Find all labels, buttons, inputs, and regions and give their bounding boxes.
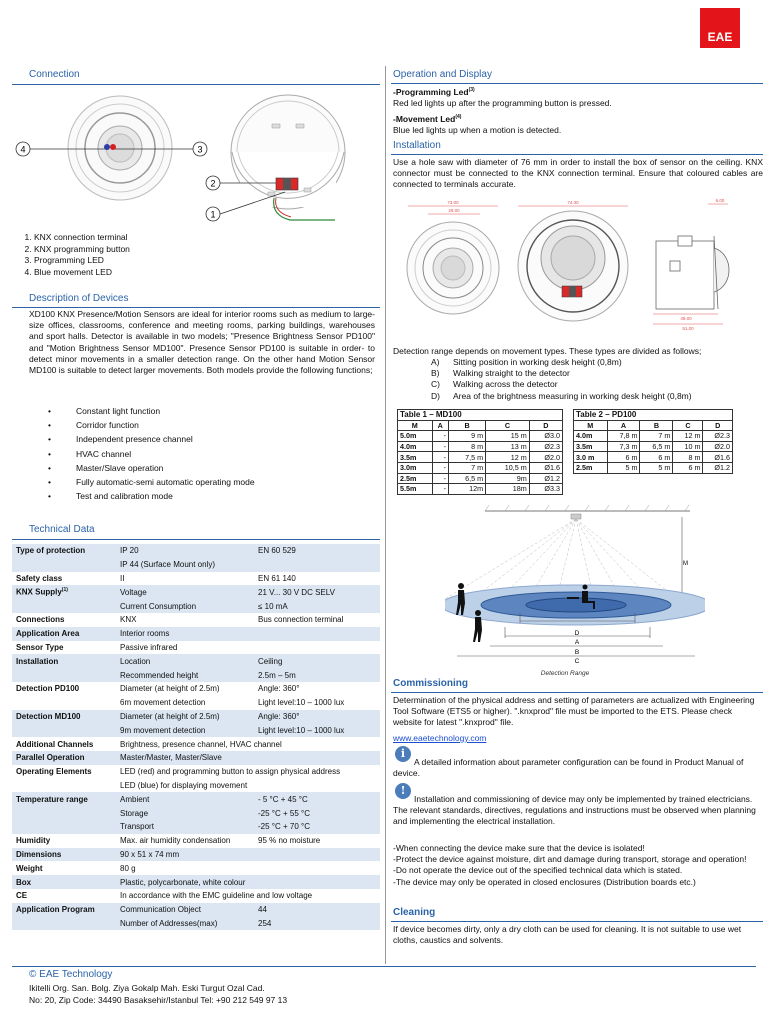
list-item: -Do not operate the device out of the specified technical data which is stated. <box>393 865 683 876</box>
table-header: A <box>432 420 448 431</box>
spec-value <box>254 848 380 862</box>
table-cell: Ø1.6 <box>529 462 562 473</box>
list-item: 2. KNX programming button <box>34 244 130 256</box>
programming-led-text: Red led lights up after the programming button is pressed. <box>393 98 612 109</box>
list-item: -When connecting the device make sure that the device is isolated! <box>393 843 645 853</box>
table-cell: Ø1.6 <box>703 452 733 463</box>
connection-list <box>16 232 130 278</box>
table-cell: 4.0m <box>574 431 608 442</box>
installation-text: Use a hole saw with diameter of 76 mm in order to install the box of sensor on the ceiling. KNX connector must be connected to the KNX connection terminal. Ensure that coloured cables are connected to terminals accurate. <box>393 157 763 190</box>
sensor-back-drawing <box>518 211 628 321</box>
table-cell: 4.0m <box>398 441 433 452</box>
table-row <box>12 572 380 586</box>
spec-value: Light level:10 – 1000 lux <box>254 723 380 737</box>
spec-value <box>254 641 380 655</box>
spec-value: Recommended height <box>116 668 254 682</box>
table-cell: 10 m <box>673 441 703 452</box>
description-text: XD100 KNX Presence/Motion Sensors are ideal for interior rooms such as medium to large-size offices, classrooms, conference and meeting rooms, parking buildings, warehouses and sport halls. Detector is available in two models; "Presence Brightness Sensor PD100" and "Motion Brightness Sensor MD100". Presence Sensor PD100 is suitable in order- to detect minor movements in a smaller detection range. On the other hand Motion Sensor MD100 is suitable to detect larger movements. Both models provide the following functions; <box>29 309 375 376</box>
spec-label: Sensor Type <box>16 642 64 652</box>
table-row <box>12 737 380 751</box>
footnote-marker: (1) <box>61 587 68 594</box>
diagram-caption: Detection Range <box>540 670 590 677</box>
table-cell: 9 m <box>449 431 486 442</box>
table-header: A <box>607 420 640 431</box>
list-item: -Protect the device against moisture, dirt and damage during transport, storage and operation! <box>393 854 747 865</box>
movement-led-title: -Movement Led$^{(4)}$ <box>393 114 462 125</box>
sensor-back-view <box>231 95 345 220</box>
spec-value: Passive infrared <box>120 642 178 652</box>
info-text: A detailed information about parameter configuration can be found in Product Manual of device. <box>393 757 744 779</box>
spec-value: Bus connection terminal <box>258 615 344 625</box>
table-cell: 15 m <box>486 431 530 442</box>
list-item: 3. Programming LED <box>34 255 130 267</box>
spec-value: 9m movement detection <box>116 723 254 737</box>
table-row <box>12 723 380 737</box>
spec-value: - 5 °C + 45 °C <box>254 792 380 806</box>
table-cell: 18m <box>486 484 530 495</box>
detection-range-diagram <box>445 505 705 680</box>
table-cell: Ø1.2 <box>703 462 733 473</box>
spec-value: 6m movement detection <box>120 698 206 708</box>
programming-led-title: -Programming Led$^{(3)}$ <box>393 86 475 97</box>
spec-label: Application Area <box>12 627 116 641</box>
spec-value: KNX <box>120 615 137 625</box>
function-label: Constant light function <box>76 406 161 416</box>
table-row <box>12 903 380 917</box>
table-header-row <box>574 420 733 431</box>
function-label: Test and calibration mode <box>76 491 173 502</box>
table-row <box>398 441 563 452</box>
safety-notes <box>393 843 765 888</box>
spec-value: -25 °C + 55 °C <box>254 806 380 820</box>
table-cell: 3.5m <box>398 452 433 463</box>
list-item: • Fully automatic-semi automatic operating mode <box>48 477 255 488</box>
spec-value: Brightness, presence channel, HVAC channel <box>120 739 282 749</box>
table-row <box>12 765 380 779</box>
connection-rule <box>12 84 380 85</box>
movement-led-text: Blue led lights up when a motion is detected. <box>393 125 562 136</box>
table-cell: 7 m <box>640 431 673 442</box>
table-cell: 5 m <box>607 462 640 473</box>
table-cell: 12 m <box>673 431 703 442</box>
sensor-front-drawing <box>407 222 499 314</box>
callout-4-label: 4 <box>20 144 26 155</box>
list-item: • Independent presence channel <box>48 434 193 445</box>
list-item: • Test and calibration mode <box>48 491 173 502</box>
function-label: Independent presence channel <box>76 434 193 445</box>
spec-label: Detection MD100 <box>12 710 116 724</box>
callout-2-label: 2 <box>210 178 216 189</box>
table-row <box>12 544 380 558</box>
table-row <box>12 751 380 765</box>
spec-value <box>254 779 380 793</box>
table-cell: Ø2.0 <box>703 441 733 452</box>
spec-label: Safety class <box>16 573 63 583</box>
table-row <box>12 875 380 889</box>
spec-value: IP 44 (Surface Mount only) <box>116 558 254 572</box>
spec-value: LED (red) and programming button to assign physical address <box>120 767 341 777</box>
range-intro: Detection range depends on movement types. These types are divided as follows; <box>393 346 702 356</box>
spec-label: Temperature range <box>12 792 116 806</box>
table-cell: Ø2.3 <box>703 431 733 442</box>
spec-label: Operating Elements <box>16 767 92 777</box>
function-label: Master/Slave operation <box>76 462 164 473</box>
spec-value: Current Consumption <box>116 599 254 613</box>
table-header: B <box>449 420 486 431</box>
spec-value: Interior rooms <box>116 627 254 641</box>
spec-value <box>254 861 380 875</box>
spec-label: Humidity <box>16 836 51 846</box>
spec-label: Type of protection <box>12 544 116 558</box>
function-label: HVAC channel <box>76 448 132 459</box>
table-cell: 7,5 m <box>449 452 486 463</box>
technical-heading: Technical Data <box>29 524 95 535</box>
footer-company: © EAE Technology <box>29 969 113 980</box>
table-cell: Ø3.3 <box>529 484 562 495</box>
table-cell: 5.0m <box>398 431 433 442</box>
column-divider <box>385 66 386 964</box>
footer-address-1: Ikitelli Org. San. Bolg. Ziya Gokalp Mah. Eski Turgut Ozal Cad. <box>29 983 265 993</box>
spec-label <box>12 558 116 572</box>
spec-label <box>12 917 116 931</box>
spec-label: Detection PD100 <box>16 684 80 694</box>
table-row <box>398 431 563 442</box>
table-row <box>12 710 380 724</box>
table-header: B <box>640 420 673 431</box>
spec-value: Master/Master, Master/Slave <box>116 751 254 765</box>
spec-value: 80 g <box>120 863 136 873</box>
spec-value <box>254 751 380 765</box>
technical-table <box>12 544 380 930</box>
spec-value: II <box>120 573 125 583</box>
spec-value: Communication Object <box>116 903 254 917</box>
table-cell: - <box>432 441 448 452</box>
footer-rule <box>12 966 756 967</box>
cleaning-heading: Cleaning <box>393 907 436 918</box>
md100-table <box>397 409 563 495</box>
range-letter: D <box>574 630 580 637</box>
cleaning-text: If device becomes dirty, only a dry cloth can be used for cleaning. It is not suitable to use wet cloths, caustics and solvents. <box>393 924 742 946</box>
spec-label: Weight <box>16 863 43 873</box>
spec-label: KNX Supply$^{(1)}$ <box>12 585 116 599</box>
table-row <box>12 779 380 793</box>
cleaning-rule <box>391 921 763 922</box>
sensor-front-view <box>68 96 172 200</box>
footer-address-2: No: 20, Zip Code: 34490 Basaksehir/Istanbul Tel: +90 212 549 97 13 <box>29 995 288 1005</box>
list-item: • HVAC channel <box>48 448 132 459</box>
spec-value: EN 61 140 <box>258 573 296 583</box>
table-cell: 2.5m <box>574 462 608 473</box>
table-row <box>398 462 563 473</box>
table-row <box>12 820 380 834</box>
spec-label <box>12 599 116 613</box>
commissioning-rule <box>391 692 763 693</box>
spec-value: Angle: 360° <box>254 710 380 724</box>
spec-value: Diameter (at height of 2.5m) <box>120 684 220 694</box>
dimension-drawing <box>398 196 763 336</box>
spec-label: Application Program <box>12 903 116 917</box>
table-row <box>12 641 380 655</box>
spec-value: -25 °C + 70 °C <box>254 820 380 834</box>
connection-heading: Connection <box>29 69 80 80</box>
table-cell: 10,5 m <box>486 462 530 473</box>
table-row <box>12 917 380 931</box>
dim-label: 74.30 <box>567 200 579 205</box>
spec-value: Transport <box>116 820 254 834</box>
table-cell: 6,5 m <box>449 473 486 484</box>
spec-value: Light level:10 – 1000 lux <box>258 698 345 708</box>
table-row <box>12 848 380 862</box>
list-item: B) Walking straight to the detector <box>431 368 570 379</box>
table-header: M <box>574 420 608 431</box>
spec-label <box>12 820 116 834</box>
table-cell: 6 m <box>607 452 640 463</box>
spec-label <box>12 696 116 710</box>
spec-value: LED (blue) for displaying movement <box>120 780 248 790</box>
spec-label <box>12 668 116 682</box>
table-row <box>574 462 733 473</box>
spec-value: 90 x 51 x 74 mm <box>116 848 254 862</box>
table-caption: Table 2 – PD100 <box>574 410 733 421</box>
table-cell: 3.0m <box>398 462 433 473</box>
spec-value: Voltage <box>116 585 254 599</box>
table-cell: 6 m <box>640 452 673 463</box>
table-cell: - <box>432 484 448 495</box>
spec-label <box>12 779 116 793</box>
functions-list <box>48 404 255 503</box>
table-cell: 13 m <box>486 441 530 452</box>
table-cell: 5 m <box>640 462 673 473</box>
table-cell: 6,5 m <box>640 441 673 452</box>
table-row <box>574 441 733 452</box>
function-label: Corridor function <box>76 420 139 431</box>
table-cell: - <box>432 452 448 463</box>
dim-label: 73.00 <box>447 200 459 205</box>
spec-value: 44 <box>254 903 380 917</box>
spec-value <box>254 627 380 641</box>
table-cell: Ø2.3 <box>529 441 562 452</box>
dim-label: 6.00 <box>715 198 725 203</box>
installation-rule <box>391 154 763 155</box>
table-row <box>398 473 563 484</box>
table-cell: 8 m <box>673 452 703 463</box>
movement-types <box>431 357 761 402</box>
spec-value: 254 <box>254 917 380 931</box>
logo-text: EAE <box>707 30 733 44</box>
dim-label: 51.00 <box>682 326 694 331</box>
eae-logo <box>700 8 740 48</box>
list-item: • Corridor function <box>48 420 139 431</box>
table-header: D <box>703 420 733 431</box>
spec-value: Diameter (at height of 2.5m) <box>116 710 254 724</box>
spec-value: IP 20 <box>116 544 254 558</box>
table-row <box>12 834 380 848</box>
spec-value: EN 60 529 <box>254 544 380 558</box>
table-cell: 5.5m <box>398 484 433 495</box>
table-cell: 6 m <box>673 462 703 473</box>
table-row <box>12 668 380 682</box>
spec-value: Plastic, polycarbonate, white colour <box>116 875 380 889</box>
spec-value: Ambient <box>116 792 254 806</box>
spec-label <box>12 723 116 737</box>
table-cell: 12m <box>449 484 486 495</box>
spec-label: Box <box>12 875 116 889</box>
table-row <box>574 452 733 463</box>
table-header: M <box>398 420 433 431</box>
table-row <box>12 613 380 627</box>
pd100-table <box>573 409 733 474</box>
table-cell: 3.5m <box>574 441 608 452</box>
warning-icon: ! <box>395 783 411 799</box>
warning-text: Installation and commissioning of device may only be implemented by trained electricians. The relevant standards, directives, regulations and instructions must be observed when planning and implementing the electrical installation. <box>393 794 756 827</box>
table-row <box>12 585 380 599</box>
connection-diagram <box>10 92 370 227</box>
dim-label: 49.00 <box>680 316 692 321</box>
table-row <box>12 599 380 613</box>
spec-value: 95 % no moisture <box>258 836 321 846</box>
operation-block <box>393 85 763 136</box>
table-row <box>12 682 380 696</box>
spec-value: Angle: 360° <box>258 684 300 694</box>
list-item: C) Walking across the detector <box>431 379 558 390</box>
table-row <box>12 806 380 820</box>
spec-value: Max. air humidity condensation <box>120 836 231 846</box>
spec-label: CE <box>16 891 28 901</box>
table-row <box>12 861 380 875</box>
operation-heading: Operation and Display <box>393 69 492 80</box>
callout-1-label: 1 <box>210 209 216 220</box>
website-link[interactable]: www.eaetechnology.com <box>393 733 487 743</box>
table-row <box>12 558 380 572</box>
spec-value: ≤ 10 mA <box>254 599 380 613</box>
table-cell: 7,8 m <box>607 431 640 442</box>
table-row <box>12 696 380 710</box>
table-row <box>398 452 563 463</box>
technical-rule <box>12 539 380 540</box>
table-row <box>12 889 380 903</box>
table-header-row <box>398 420 563 431</box>
spec-value: Ceiling <box>254 654 380 668</box>
table-cell: 2.5m <box>398 473 433 484</box>
callout-3-label: 3 <box>197 144 203 155</box>
spec-value: Storage <box>116 806 254 820</box>
list-item: D) Area of the brightness measuring in working desk height (0,8m) <box>431 390 692 401</box>
table-cell: Ø1.2 <box>529 473 562 484</box>
table-row <box>12 627 380 641</box>
table-cell: - <box>432 462 448 473</box>
table-cell: 7,3 m <box>607 441 640 452</box>
height-label: M <box>683 561 688 567</box>
spec-value: 21 V... 30 V DC SELV <box>254 585 380 599</box>
spec-value <box>254 558 380 572</box>
list-item: • Constant light function <box>48 406 161 416</box>
commissioning-text: Determination of the physical address and setting of parameters are actualized with Engineering Tool Software (ETS5 or higher). ".knxprod" file must be imported to the ETS. Please check website for latest ".knxprod" file. <box>393 695 755 728</box>
spec-value: Location <box>116 654 254 668</box>
table-cell: 8 m <box>449 441 486 452</box>
spec-value: 2.5m – 5m <box>254 668 380 682</box>
spec-label <box>12 806 116 820</box>
list-item: A) Sitting position in working desk height (0,8m) <box>431 357 622 367</box>
description-heading: Description of Devices <box>29 293 129 304</box>
table-cell: - <box>432 431 448 442</box>
range-letter: B <box>574 649 580 656</box>
table-cell: 7 m <box>449 462 486 473</box>
table-row <box>12 792 380 806</box>
installation-heading: Installation <box>393 140 441 151</box>
range-letter: A <box>574 639 580 646</box>
info-icon: i <box>395 746 411 762</box>
spec-label: Dimensions <box>12 848 116 862</box>
table-cell: 9m <box>486 473 530 484</box>
table-cell: - <box>432 473 448 484</box>
sensor-side-drawing <box>656 236 729 309</box>
table-cell: Ø2.0 <box>529 452 562 463</box>
table-header: D <box>529 420 562 431</box>
dim-label: 28.00 <box>448 208 460 213</box>
function-label: Fully automatic-semi automatic operating mode <box>76 477 255 488</box>
list-item: 1. KNX connection terminal <box>34 232 130 244</box>
spec-label: Installation <box>12 654 116 668</box>
range-letter: C <box>574 658 580 665</box>
table-caption: Table 1 – MD100 <box>398 410 563 421</box>
commissioning-heading: Commissioning <box>393 678 469 689</box>
list-item: • Master/Slave operation <box>48 462 164 473</box>
table-row <box>574 431 733 442</box>
table-cell: 12 m <box>486 452 530 463</box>
spec-value: In accordance with the EMC guideline and low voltage <box>120 891 313 901</box>
operation-rule <box>391 83 763 84</box>
description-rule <box>12 307 380 308</box>
table-row <box>12 654 380 668</box>
spec-label: Parallel Operation <box>12 751 116 765</box>
table-header: C <box>673 420 703 431</box>
spec-value: Number of Addresses(max) <box>116 917 254 931</box>
list-item: 4. Blue movement LED <box>34 267 130 279</box>
table-cell: Ø3.0 <box>529 431 562 442</box>
spec-label: Additional Channels <box>16 739 94 749</box>
table-row <box>398 484 563 495</box>
list-item: -The device may only be operated in closed enclosures (Distribution boards etc.) <box>393 876 696 887</box>
ceiling-sensor <box>571 514 581 519</box>
table-header: C <box>486 420 530 431</box>
spec-label: Connections <box>16 615 65 625</box>
table-cell: 3.0 m <box>574 452 608 463</box>
